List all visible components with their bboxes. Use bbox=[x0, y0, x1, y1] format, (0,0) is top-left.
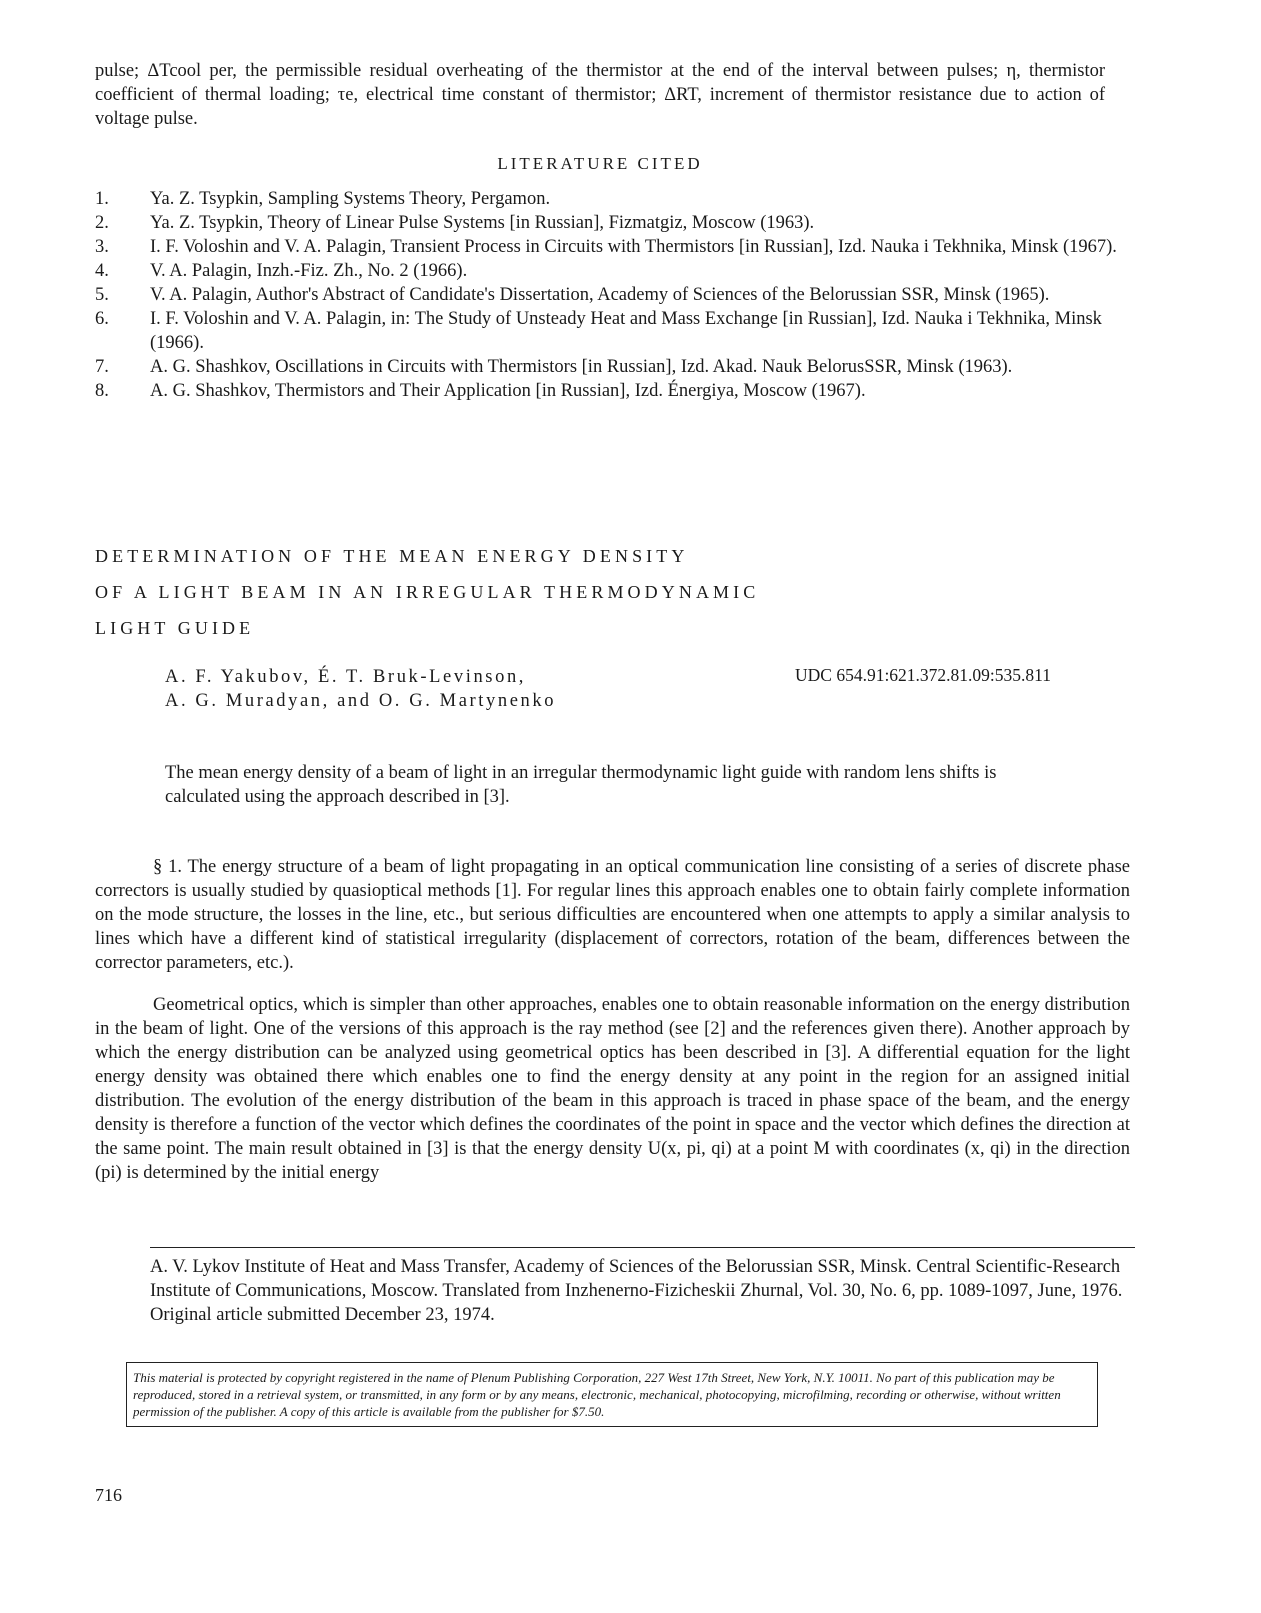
reference-text: A. G. Shashkov, Thermistors and Their Application [in Russian], Izd. Énergiya, Moscow (1967). bbox=[150, 381, 866, 401]
reference-text: V. A. Palagin, Author's Abstract of Candidate's Dissertation, Academy of Sciences of the Belorussian SSR, Minsk (1965). bbox=[150, 285, 1050, 305]
body-paragraph: § 1. The energy structure of a beam of light propagating in an optical communication line consisting of a series of discrete phase correctors is usually studied by quasioptical methods [1]. For regular lines this approach enables one to obtain fairly complete information on the mode structure, the losses in the line, etc., but serious difficulties are encountered when one attempts to apply a similar analysis to lines which have a different kind of statistical irregularity (displacement of correctors, rotation of the beam, differences between the corrector parameters, etc.). bbox=[95, 857, 1130, 973]
reference-text: A. G. Shashkov, Oscillations in Circuits with Thermistors [in Russian], Izd. Akad. Nauk BelorusSSR, Minsk (1963). bbox=[150, 357, 1013, 377]
article-title-line: DETERMINATION OF THE MEAN ENERGY DENSITY bbox=[95, 546, 689, 566]
reference-item bbox=[95, 259, 1125, 283]
reference-text: I. F. Voloshin and V. A. Palagin, in: The Study of Unsteady Heat and Mass Exchange [in Russian], Izd. Nauka i Tekhnika, Minsk (1966). bbox=[150, 309, 1102, 353]
reference-item bbox=[95, 187, 1125, 211]
article-title-line: LIGHT GUIDE bbox=[95, 618, 255, 638]
reference-item bbox=[95, 355, 1125, 379]
udc-code: UDC 654.91:621.372.81.09:535.811 bbox=[795, 665, 1052, 685]
reference-number: 8. bbox=[95, 381, 109, 401]
article-body bbox=[95, 855, 1130, 1203]
article-title-line: OF A LIGHT BEAM IN AN IRREGULAR THERMODYNAMIC bbox=[95, 582, 760, 602]
reference-number: 5. bbox=[95, 285, 109, 305]
continuation-paragraph: pulse; ΔTcool per, the permissible residual overheating of the thermistor at the end of the interval between pulses; η, thermistor coefficient of thermal loading; τe, electrical time constant of thermistor; ΔRT, increment of thermistor resistance due to action of voltage pulse. bbox=[95, 61, 1105, 129]
reference-item bbox=[95, 211, 1125, 235]
reference-item bbox=[95, 283, 1125, 307]
reference-text: V. A. Palagin, Inzh.-Fiz. Zh., No. 2 (1966). bbox=[150, 261, 468, 281]
reference-number: 6. bbox=[95, 309, 109, 329]
reference-item bbox=[95, 307, 1125, 355]
reference-list bbox=[95, 187, 1125, 403]
reference-number: 7. bbox=[95, 357, 109, 377]
abstract: The mean energy density of a beam of light in an irregular thermodynamic light guide with random lens shifts is calculated using the approach described in [3]. bbox=[165, 763, 997, 807]
authors bbox=[165, 665, 556, 713]
reference-item bbox=[95, 379, 1125, 403]
reference-number: 4. bbox=[95, 261, 109, 281]
body-paragraph: Geometrical optics, which is simpler than other approaches, enables one to obtain reasonable information on the energy distribution in the beam of light. One of the versions of this approach is the ray method (see [2] and the references given there). Another approach by which the energy distribution can be analyzed using geometrical optics has been described in [3]. A differential equation for the light energy density was obtained there which enables one to find the energy density at any point in the region for an assigned initial distribution. The evolution of the energy distribution of the beam in this approach is traced in phase space of the beam, and the energy density is therefore a function of the vector which defines the coordinates of the point in space and the vector which defines the direction at the same point. The main result obtained in [3] is that the energy density U(x, pi, qi) at a point M with coordinates (x, qi) in the direction (pi) is determined by the initial energy bbox=[95, 995, 1130, 1183]
literature-heading: LITERATURE CITED bbox=[497, 154, 703, 173]
reference-item bbox=[95, 235, 1125, 259]
reference-text: Ya. Z. Tsypkin, Sampling Systems Theory, Pergamon. bbox=[150, 189, 551, 209]
footnote: A. V. Lykov Institute of Heat and Mass Transfer, Academy of Sciences of the Belorussian SSR, Minsk. Central Scientific-Research Institute of Communications, Moscow. Translated from Inzhenerno-Fizicheskii Zhurnal, Vol. 30, No. 6, pp. 1089-1097, June, 1976. Original article submitted December 23, 1974. bbox=[150, 1257, 1123, 1325]
footnote-divider bbox=[150, 1247, 1135, 1248]
page-number: 716 bbox=[95, 1485, 122, 1505]
copyright-notice: This material is protected by copyright registered in the name of Plenum Publishing Corporation, 227 West 17th Street, New York, N.Y. 10011. No part of this publication may be reproduced, stored in a retrieval system, or transmitted, in any form or by any means, electronic, mechanical, photocopying, microfilming, recording or otherwise, without written permission of the publisher. A copy of this article is available from the publisher for $7.50. bbox=[126, 1362, 1098, 1427]
reference-number: 3. bbox=[95, 237, 109, 257]
authors-line: A. G. Muradyan, and O. G. Martynenko bbox=[165, 691, 557, 711]
reference-text: Ya. Z. Tsypkin, Theory of Linear Pulse Systems [in Russian], Fizmatgiz, Moscow (1963). bbox=[150, 213, 815, 233]
authors-line: A. F. Yakubov, É. T. Bruk-Levinson, bbox=[165, 667, 527, 687]
reference-number: 2. bbox=[95, 213, 109, 233]
reference-text: I. F. Voloshin and V. A. Palagin, Transient Process in Circuits with Thermistors [in Russian], Izd. Nauka i Tekhnika, Minsk (1967). bbox=[150, 237, 1117, 257]
reference-number: 1. bbox=[95, 189, 109, 209]
